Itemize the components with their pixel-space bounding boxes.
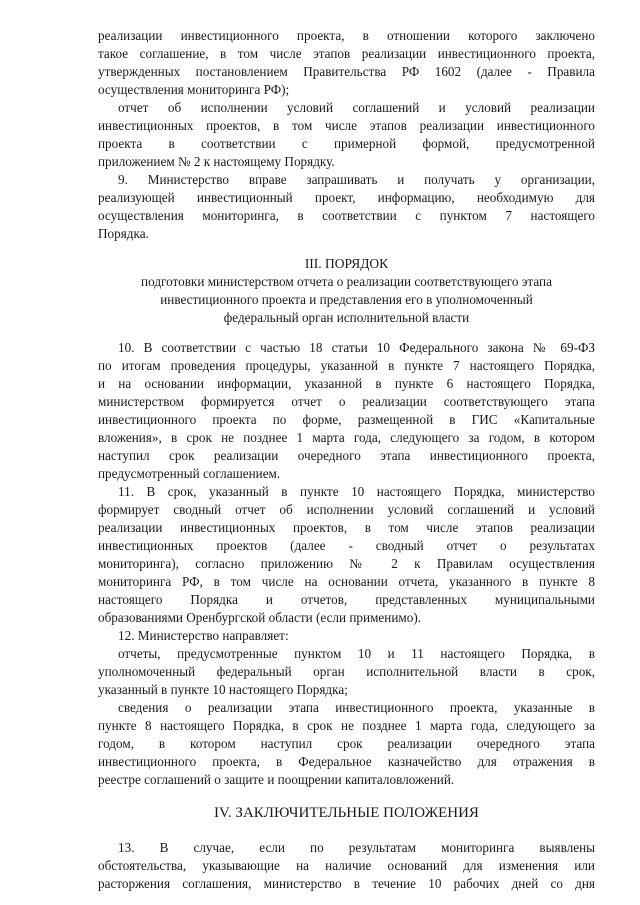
- text-line: 12. Министерство направляет:: [118, 628, 289, 643]
- text-line: осуществления мониторинга, в соответствии с пунктом 7 настоящего: [98, 208, 595, 223]
- text-line: наступил срок реализации очередного этапа инвестиционного проекта,: [98, 448, 595, 463]
- text-line: отчеты, предусмотренные пунктом 10 и 11 настоящего Порядка, в: [118, 646, 595, 661]
- text-line: реализации инвестиционных проектов, в том числе этапов реализации: [98, 520, 595, 535]
- text-line: проекта в соответствии с примерной формой, предусмотренной: [98, 136, 595, 151]
- text-line: отчет об исполнении условий соглашений и условий реализации: [118, 100, 595, 115]
- heading-line: федеральный орган исполнительной власти: [223, 310, 470, 325]
- heading-line: подготовки министерством отчета о реализации соответствующего этапа: [141, 274, 552, 289]
- text-line: инвестиционного проекта, в Федеральное казначейство для отражения в: [98, 754, 595, 769]
- text-line: настоящего Порядка и отчетов, представленных муниципальными: [98, 592, 595, 607]
- text-line: 13. В случае, если по результатам мониторинга выявлены: [118, 840, 595, 855]
- text-line: годом, в котором наступил срок реализации очередного этапа: [98, 736, 595, 751]
- text-line: реализующей инвестиционный проект, информацию, необходимую для: [98, 190, 595, 205]
- text-line: сведения о реализации этапа инвестиционного проекта, указанные в: [118, 700, 595, 715]
- text-line: 10. В соответствии с частью 18 статьи 10 Федерального закона № 69-ФЗ: [118, 340, 595, 355]
- text-line: 9. Министерство вправе запрашивать и получать у организации,: [118, 172, 595, 187]
- text-line: реестре соглашений о защите и поощрении капиталовложений.: [98, 772, 455, 787]
- text-line: министерством формируется отчет о реализации соответствующего этапа: [98, 394, 595, 409]
- text-line: реализации инвестиционного проекта, в отношении которого заключено: [98, 28, 595, 43]
- text-line: по итогам проведения процедуры, указанной в пункте 7 настоящего Порядка,: [98, 358, 595, 373]
- text-line: приложением № 2 к настоящему Порядку.: [98, 154, 335, 169]
- text-line: инвестиционного проекта по форме, размещенной в ГИС «Капитальные: [98, 412, 595, 427]
- text-line: формирует сводный отчет об исполнении условий соглашений и условий: [98, 502, 595, 517]
- text-line: мониторинга РФ, в том числе на основании отчета, указанного в пункте 8: [98, 574, 595, 589]
- text-line: вложения», в срок не позднее 1 марта года, следующего за годом, в котором: [98, 430, 595, 445]
- text-line: предусмотренный соглашением.: [98, 466, 281, 481]
- text-line: 11. В срок, указанный в пункте 10 настоящего Порядка, министерство: [118, 484, 595, 499]
- text-line: и на основании информации, указанной в пункте 6 настоящего Порядка,: [98, 376, 595, 391]
- text-line: пункте 8 настоящего Порядка, в срок не позднее 1 марта года, следующего за: [98, 718, 595, 733]
- heading-line: IV. ЗАКЛЮЧИТЕЛЬНЫЕ ПОЛОЖЕНИЯ: [214, 805, 479, 821]
- text-line: такое соглашение, в том числе этапов реализации инвестиционного проекта,: [98, 46, 595, 61]
- heading-line: инвестиционного проекта и представления его в уполномоченный: [160, 292, 533, 307]
- text-line: инвестиционных проектов (далее - сводный отчет о результатах: [98, 538, 595, 553]
- text-line: уполномоченный федеральный орган исполнительной власти в срок,: [98, 664, 595, 679]
- text-line: Порядка.: [98, 226, 149, 241]
- text-line: осуществления мониторинга РФ);: [98, 82, 290, 97]
- text-line: мониторинга), согласно приложению № 2 к Правилам осуществления: [98, 556, 595, 571]
- text-line: образованиями Оренбургской области (если применимо).: [98, 610, 422, 625]
- text-line: утвержденных постановлением Правительства РФ 1602 (далее - Правила: [98, 64, 595, 79]
- text-line: инвестиционных проектов, в том числе этапов реализации инвестиционного: [98, 118, 595, 133]
- text-line: расторжения соглашения, министерство в течение 10 рабочих дней со дня: [98, 876, 595, 891]
- heading-line: III. ПОРЯДОК: [304, 256, 389, 271]
- text-line: указанный в пункте 10 настоящего Порядка;: [98, 682, 348, 697]
- text-line: обстоятельства, указывающие на наличие оснований для изменения или: [98, 858, 595, 873]
